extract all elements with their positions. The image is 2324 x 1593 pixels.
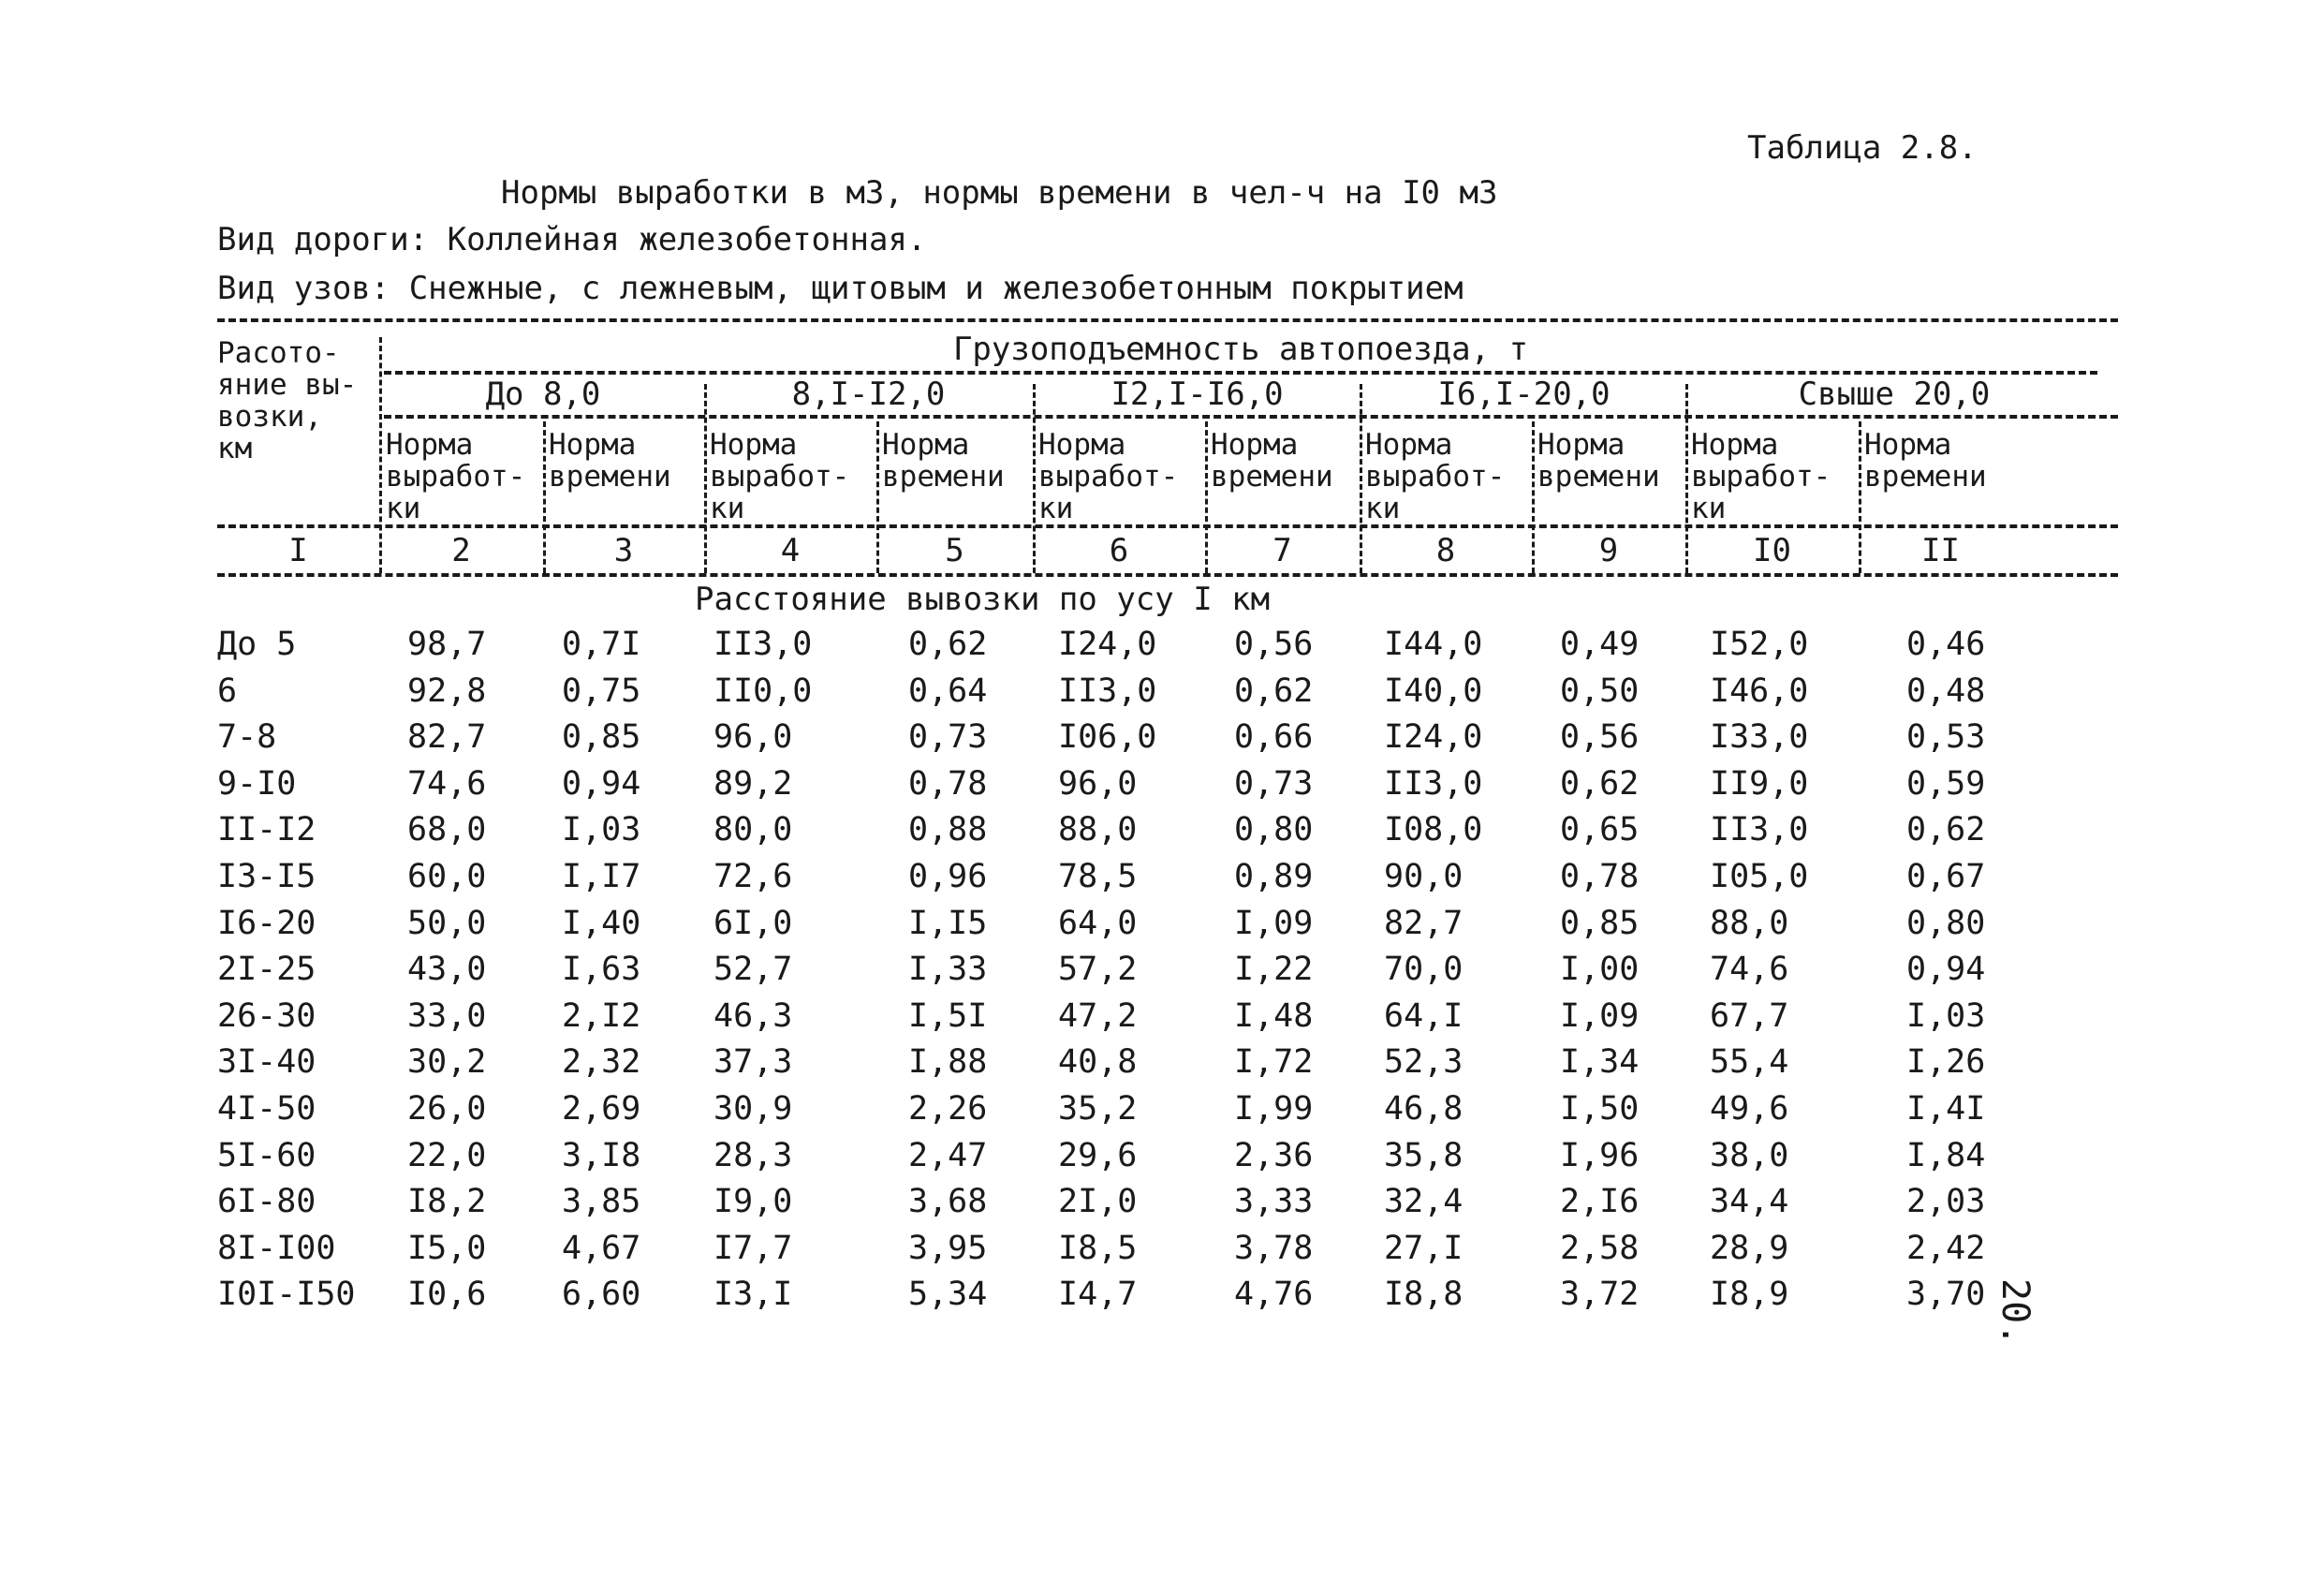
section-title: Расстояние вывозки по усу I км: [695, 581, 1271, 618]
header-line: Норма: [1038, 428, 1126, 462]
value-cell: I8,2: [407, 1183, 487, 1221]
value-cell: 0,53: [1906, 718, 1986, 757]
value-cell: I5,0: [407, 1229, 487, 1267]
value-cell: 50,0: [407, 904, 487, 942]
value-cell: 0,64: [908, 671, 988, 710]
value-cell: I46,0: [1710, 671, 1809, 710]
distance-cell: 26-30: [217, 996, 316, 1035]
distance-col-header: [217, 337, 357, 465]
distance-cell: 5I-60: [217, 1136, 316, 1174]
value-cell: 0,59: [1906, 764, 1986, 803]
value-cell: I,I7: [562, 858, 641, 895]
value-cell: 0,96: [908, 858, 988, 895]
header-line: выработ-: [1365, 460, 1506, 494]
value-cell: 55,4: [1710, 1043, 1789, 1082]
value-cell: 52,3: [1384, 1043, 1464, 1082]
value-cell: 0,49: [1560, 626, 1640, 663]
header-line: Норма: [1864, 428, 1952, 462]
value-cell: I52,0: [1710, 626, 1809, 663]
table-row: [0, 997, 2324, 1044]
distance-header-line: Расото-: [217, 336, 340, 370]
distance-cell: 2I-25: [217, 951, 316, 989]
group-header: I2,I-I6,0: [1111, 376, 1284, 413]
value-cell: 0,65: [1560, 811, 1640, 849]
colnum-bottom-rule: [217, 573, 2118, 577]
table-row: [0, 626, 2324, 672]
col-number: 6: [1109, 532, 1129, 569]
norm-time-header: [1537, 429, 1660, 493]
value-cell: 78,5: [1058, 858, 1138, 895]
value-cell: 82,7: [407, 718, 487, 757]
value-cell: 37,3: [713, 1043, 793, 1082]
header-line: Норма: [549, 428, 637, 462]
value-cell: 88,0: [1058, 811, 1138, 849]
distance-cell: II-I2: [217, 811, 316, 849]
value-cell: 30,9: [713, 1090, 793, 1128]
value-cell: 0,80: [1906, 904, 1986, 942]
value-cell: 82,7: [1384, 904, 1464, 942]
header-line: времени: [549, 460, 671, 494]
value-cell: 26,0: [407, 1090, 487, 1128]
table-row: [0, 1090, 2324, 1137]
value-cell: 64,0: [1058, 904, 1138, 942]
value-cell: 2,69: [562, 1090, 641, 1128]
value-cell: 3,72: [1560, 1276, 1640, 1314]
value-cell: 74,6: [1710, 951, 1789, 989]
value-cell: I,48: [1234, 996, 1314, 1035]
table-row: [0, 672, 2324, 719]
header-line: Норма: [1691, 428, 1779, 462]
header-group-rule: [384, 371, 2097, 375]
table-label: Таблица 2.8.: [1747, 129, 1978, 167]
value-cell: 3,70: [1906, 1276, 1986, 1314]
table-row: [0, 951, 2324, 997]
table-row: [0, 1043, 2324, 1090]
value-cell: I,00: [1560, 951, 1640, 989]
value-cell: 2,58: [1560, 1229, 1640, 1267]
value-cell: 67,7: [1710, 996, 1789, 1035]
value-cell: 0,85: [562, 718, 641, 757]
table-row: [0, 858, 2324, 905]
value-cell: I7,7: [713, 1229, 793, 1267]
value-cell: 3,I8: [562, 1136, 641, 1174]
node-type: Вид узов: Снежные, с лежневым, щитовым и железобетонным покрытием: [217, 270, 1464, 307]
table-row: [0, 718, 2324, 765]
value-cell: 60,0: [407, 858, 487, 895]
value-cell: 29,6: [1058, 1136, 1138, 1174]
value-cell: 35,2: [1058, 1090, 1138, 1128]
value-cell: 0,62: [1234, 671, 1314, 710]
value-cell: 2I,0: [1058, 1183, 1138, 1221]
value-cell: I24,0: [1384, 718, 1483, 757]
value-cell: 28,9: [1710, 1229, 1789, 1267]
value-cell: 0,94: [562, 764, 641, 803]
value-cell: I,50: [1560, 1090, 1640, 1128]
col-number: I0: [1753, 532, 1791, 569]
value-cell: 0,89: [1234, 858, 1314, 895]
value-cell: I,03: [562, 811, 641, 849]
header-line: Норма: [1365, 428, 1453, 462]
group-header: 8,I-I2,0: [791, 376, 946, 413]
value-cell: 2,36: [1234, 1136, 1314, 1174]
value-cell: I,4I: [1906, 1090, 1986, 1128]
value-cell: I,5I: [908, 996, 988, 1035]
value-cell: 0,50: [1560, 671, 1640, 710]
value-cell: I,40: [562, 904, 641, 942]
norm-time-header: [1211, 429, 1333, 493]
value-cell: 88,0: [1710, 904, 1789, 942]
value-cell: 0,46: [1906, 626, 1986, 663]
distance-cell: 9-I0: [217, 764, 297, 803]
value-cell: 0,62: [1906, 811, 1986, 849]
value-cell: I8,5: [1058, 1229, 1138, 1267]
value-cell: 0,67: [1906, 858, 1986, 895]
header-line: выработ-: [710, 460, 850, 494]
value-cell: 30,2: [407, 1043, 487, 1082]
value-cell: I08,0: [1384, 811, 1483, 849]
value-cell: 0,80: [1234, 811, 1314, 849]
header-line: Норма: [1211, 428, 1299, 462]
distance-header-line: возки,: [217, 400, 322, 434]
value-cell: I,33: [908, 951, 988, 989]
value-cell: 0,56: [1560, 718, 1640, 757]
capacity-group-title: Грузоподъемность автопоезда, т: [952, 331, 1529, 368]
value-cell: I33,0: [1710, 718, 1809, 757]
value-cell: I8,8: [1384, 1276, 1464, 1314]
value-cell: 90,0: [1384, 858, 1464, 895]
value-cell: 40,8: [1058, 1043, 1138, 1082]
value-cell: 0,75: [562, 671, 641, 710]
norm-output-header: [1038, 429, 1178, 524]
value-cell: 0,48: [1906, 671, 1986, 710]
value-cell: 0,78: [908, 764, 988, 803]
norm-output-header: [386, 429, 525, 524]
value-cell: 98,7: [407, 626, 487, 663]
header-line: выработ-: [1691, 460, 1831, 494]
distance-cell: I3-I5: [217, 858, 316, 895]
table-title: Нормы выработки в м3, нормы времени в чел-ч на I0 м3: [501, 174, 1498, 212]
value-cell: I,72: [1234, 1043, 1314, 1082]
header-line: ки: [1691, 492, 1727, 525]
value-cell: 68,0: [407, 811, 487, 849]
value-cell: 2,47: [908, 1136, 988, 1174]
group-header: До 8,0: [485, 376, 601, 413]
value-cell: 22,0: [407, 1136, 487, 1174]
value-cell: 33,0: [407, 996, 487, 1035]
norm-time-header: [1864, 429, 1987, 493]
value-cell: 2,I2: [562, 996, 641, 1035]
value-cell: I,03: [1906, 996, 1986, 1035]
value-cell: 0,78: [1560, 858, 1640, 895]
value-cell: 3,33: [1234, 1183, 1314, 1221]
value-cell: II3,0: [1058, 671, 1157, 710]
value-cell: 92,8: [407, 671, 487, 710]
value-cell: 2,I6: [1560, 1183, 1640, 1221]
value-cell: 2,42: [1906, 1229, 1986, 1267]
value-cell: I,63: [562, 951, 641, 989]
col-number: 5: [945, 532, 964, 569]
header-line: ки: [710, 492, 745, 525]
norm-time-header: [549, 429, 671, 493]
value-cell: 0,56: [1234, 626, 1314, 663]
value-cell: II0,0: [713, 671, 813, 710]
distance-header-line: яние вы-: [217, 368, 358, 402]
distance-cell: 8I-I00: [217, 1229, 336, 1267]
value-cell: 3,95: [908, 1229, 988, 1267]
value-cell: 3,78: [1234, 1229, 1314, 1267]
norm-output-header: [710, 429, 849, 524]
value-cell: 38,0: [1710, 1136, 1789, 1174]
value-cell: II3,0: [1710, 811, 1809, 849]
value-cell: I,88: [908, 1043, 988, 1082]
value-cell: I06,0: [1058, 718, 1157, 757]
value-cell: 74,6: [407, 764, 487, 803]
header-line: Норма: [882, 428, 970, 462]
table-row: [0, 765, 2324, 812]
header-top-rule: [217, 318, 2118, 322]
col-number: I: [288, 532, 308, 569]
value-cell: 32,4: [1384, 1183, 1464, 1221]
value-cell: 28,3: [713, 1136, 793, 1174]
value-cell: 4,76: [1234, 1276, 1314, 1314]
value-cell: 0,62: [908, 626, 988, 663]
group-header: I6,I-20,0: [1437, 376, 1611, 413]
value-cell: I4,7: [1058, 1276, 1138, 1314]
value-cell: 3,85: [562, 1183, 641, 1221]
distance-cell: До 5: [217, 626, 297, 663]
value-cell: 96,0: [1058, 764, 1138, 803]
distance-header-line: км: [217, 432, 253, 465]
value-cell: 0,66: [1234, 718, 1314, 757]
value-cell: I,09: [1234, 904, 1314, 942]
distance-cell: 4I-50: [217, 1090, 316, 1128]
value-cell: 27,I: [1384, 1229, 1464, 1267]
header-line: времени: [1537, 460, 1660, 494]
value-cell: 57,2: [1058, 951, 1138, 989]
value-cell: 0,62: [1560, 764, 1640, 803]
header-line: ки: [1038, 492, 1074, 525]
header-line: времени: [882, 460, 1005, 494]
value-cell: I9,0: [713, 1183, 793, 1221]
value-cell: 0,73: [1234, 764, 1314, 803]
value-cell: II3,0: [713, 626, 813, 663]
table-row: [0, 1137, 2324, 1184]
table-row: [0, 1276, 2324, 1322]
col-number: II: [1921, 532, 1960, 569]
value-cell: II3,0: [1384, 764, 1483, 803]
value-cell: 3,68: [908, 1183, 988, 1221]
value-cell: I,99: [1234, 1090, 1314, 1128]
value-cell: 0,7I: [562, 626, 641, 663]
value-cell: I,22: [1234, 951, 1314, 989]
table-row: [0, 905, 2324, 951]
table-row: [0, 1183, 2324, 1230]
value-cell: 96,0: [713, 718, 793, 757]
value-cell: I24,0: [1058, 626, 1157, 663]
value-cell: 49,6: [1710, 1090, 1789, 1128]
value-cell: 70,0: [1384, 951, 1464, 989]
value-cell: I,34: [1560, 1043, 1640, 1082]
col-number: 2: [451, 532, 471, 569]
value-cell: I44,0: [1384, 626, 1483, 663]
value-cell: I,26: [1906, 1043, 1986, 1082]
norm-output-header: [1365, 429, 1505, 524]
value-cell: 6I,0: [713, 904, 793, 942]
value-cell: 0,73: [908, 718, 988, 757]
value-cell: 0,85: [1560, 904, 1640, 942]
header-line: Норма: [710, 428, 798, 462]
value-cell: I,96: [1560, 1136, 1640, 1174]
col-number: 8: [1435, 532, 1456, 569]
value-cell: 2,32: [562, 1043, 641, 1082]
norm-time-header: [882, 429, 1005, 493]
table-row: [0, 811, 2324, 858]
value-cell: I8,9: [1710, 1276, 1789, 1314]
value-cell: 0,94: [1906, 951, 1986, 989]
value-cell: 47,2: [1058, 996, 1138, 1035]
value-cell: 6,60: [562, 1276, 641, 1314]
value-cell: 80,0: [713, 811, 793, 849]
value-cell: II9,0: [1710, 764, 1809, 803]
value-cell: I3,I: [713, 1276, 793, 1314]
value-cell: 35,8: [1384, 1136, 1464, 1174]
value-cell: 2,26: [908, 1090, 988, 1128]
distance-cell: 6: [217, 671, 238, 710]
value-cell: I,09: [1560, 996, 1640, 1035]
header-line: Норма: [1537, 428, 1625, 462]
value-cell: 46,3: [713, 996, 793, 1035]
value-cell: 0,88: [908, 811, 988, 849]
value-cell: 64,I: [1384, 996, 1464, 1035]
header-line: выработ-: [1038, 460, 1179, 494]
header-line: ки: [1365, 492, 1401, 525]
col-number: 9: [1598, 532, 1619, 569]
table-row: [0, 1230, 2324, 1276]
value-cell: 52,7: [713, 951, 793, 989]
road-type: Вид дороги: Коллейная железобетонная.: [217, 221, 927, 258]
value-cell: 5,34: [908, 1276, 988, 1314]
group-header: Свыше 20,0: [1798, 376, 1991, 413]
value-cell: 43,0: [407, 951, 487, 989]
col-number: 3: [613, 532, 634, 569]
col-number: 4: [780, 532, 801, 569]
distance-cell: I0I-I50: [217, 1276, 356, 1314]
header-line: выработ-: [386, 460, 526, 494]
value-cell: I,I5: [908, 904, 988, 942]
col-number: 7: [1272, 532, 1292, 569]
distance-cell: 3I-40: [217, 1043, 316, 1082]
value-cell: 2,03: [1906, 1183, 1986, 1221]
header-sub-rule: [384, 415, 2118, 419]
value-cell: I,84: [1906, 1136, 1986, 1174]
value-cell: I0,6: [407, 1276, 487, 1314]
value-cell: 46,8: [1384, 1090, 1464, 1128]
value-cell: 4,67: [562, 1229, 641, 1267]
value-cell: 34,4: [1710, 1183, 1789, 1221]
header-line: времени: [1864, 460, 1987, 494]
page-number: 20.: [1993, 1278, 2037, 1347]
value-cell: 89,2: [713, 764, 793, 803]
header-line: Норма: [386, 428, 474, 462]
distance-cell: 6I-80: [217, 1183, 316, 1221]
value-cell: 72,6: [713, 858, 793, 895]
value-cell: I40,0: [1384, 671, 1483, 710]
header-bottom-rule: [217, 524, 2118, 528]
header-line: времени: [1211, 460, 1333, 494]
distance-cell: 7-8: [217, 718, 277, 757]
value-cell: I05,0: [1710, 858, 1809, 895]
header-line: ки: [386, 492, 421, 525]
norm-output-header: [1691, 429, 1831, 524]
distance-cell: I6-20: [217, 904, 316, 942]
